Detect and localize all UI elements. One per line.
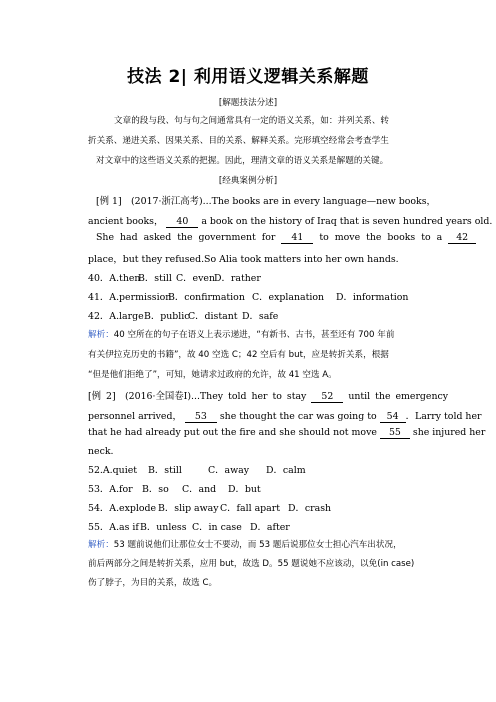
option: D．rather [214,273,261,284]
blank-53: 53 [185,412,217,423]
question-52 [88,462,306,476]
option: B．slip away [158,503,219,514]
option: B．still [138,273,172,284]
explanation-1-line-2: 有关伊拉克历史的书籍”，故 40 空选 C；42 空后有 but，应是转折关系，根据 [88,350,389,360]
option: D．crash [288,503,332,514]
blank-40: 40 [166,217,198,228]
option: 52.A.quiet [88,465,138,476]
explanation-1-line-3: “但是他们拒绝了”，可知，她请求过政府的允许，故 41 空选 A。 [88,370,337,380]
option: B．public [144,311,190,322]
example2-text: that he had already put out the fire and she should not move [88,427,377,438]
example2-text: she thought the car was going to [219,411,377,422]
example2-line-4: neck. [88,446,114,457]
example1-text: a book on the history of Iraq that is seven hundred years old. [201,216,493,227]
option: D．but [228,484,261,495]
option: B．confirmation [168,292,245,303]
example1-text: She had asked the government for [96,232,276,243]
example2-text: she injured her [412,427,486,438]
explanation-2-line-3: 伤了脖子，为目的关系，故选 C。 [88,578,218,588]
option: 53．A.for [88,484,133,495]
question-53 [88,481,261,495]
option: C．away [208,465,250,476]
example2-text: until the emergency [348,391,449,402]
example1-line-3 [96,232,476,244]
option: 42．A.large [88,311,144,322]
example1-text: to move the books to a [319,232,443,243]
example2-line-1 [88,388,448,403]
blank-55: 55 [380,428,410,439]
section-heading-method: [解题技法分述] [218,98,278,108]
option: C．distant [188,311,238,322]
option: C．fall apart [220,503,281,514]
option: D．safe [242,311,279,322]
example1-text: ancient books， [88,216,164,227]
option: C．explanation [252,292,325,303]
section-heading-examples: [经典案例分析] [218,176,278,186]
option: D．calm [266,465,306,476]
blank-52: 52 [311,392,343,403]
explanation-2-line-2: 前后两部分之间是转折关系，应用 but，故选 D。55 题说她不应该动，以免(in case) [88,559,415,569]
option: D．information [336,292,409,303]
option: 54．A.explode [88,503,157,514]
option: B．so [142,484,169,495]
explanation-2-line-1 [88,538,402,550]
blank-42: 42 [448,233,476,244]
option: 41．A.permission [88,292,172,303]
option: C．in case [192,522,242,533]
intro-line-3: 对文章中的这些语义关系的把握。因此，理清文章的语义关系是解题的关键。 [96,156,389,166]
explanation-label: 解析： [88,330,114,340]
explanation-text: 53 题前说他们让那位女士不要动，而 53 题后说那位女士担心汽车出状况， [113,540,402,550]
question-40 [88,270,261,284]
explanation-text: 40 空所在的句子在语义上表示递进，“有新书、古书，甚至还有 700 年前 [113,330,395,340]
example1-line-1: [例 1] (2017·浙江高考)...The books are in every language—new books， [96,196,436,207]
example1-line-2 [88,213,492,228]
option: C．even [176,273,215,284]
option: B．still [148,465,182,476]
blank-41: 41 [281,233,313,244]
explanation-1-line-1 [88,328,394,340]
example2-text: personnel arrived， [88,411,182,422]
explanation-label: 解析： [88,540,114,550]
intro-line-1: 文章的段与段、句与句之间通常具有一定的语义关系，如：并列关系、转 [114,116,390,126]
question-42 [88,308,278,322]
option: 55．A.as if [88,522,139,533]
example2-line-3 [88,427,485,439]
intro-line-2: 折关系、递进关系、因果关系、目的关系、解释关系。完形填空经常会考查学生 [88,136,389,146]
question-54 [88,500,331,514]
question-41 [88,289,408,303]
example2-text: ．Larry told her [405,411,482,422]
option: 40．A.then [88,273,141,284]
page-title: 技法 2| 利用语义逻辑关系解题 [127,67,369,87]
example2-text: [例 2] (2016·全国卷Ⅰ)...They told her to stay [88,391,307,402]
example1-line-4: place，but they refused.So Alia took matters into her own hands. [88,254,399,265]
blank-54: 54 [380,412,406,423]
option: C．and [182,484,217,495]
option: D．after [250,522,290,533]
option: B．unless [140,522,187,533]
question-55 [88,519,290,533]
example2-line-2 [88,408,482,423]
